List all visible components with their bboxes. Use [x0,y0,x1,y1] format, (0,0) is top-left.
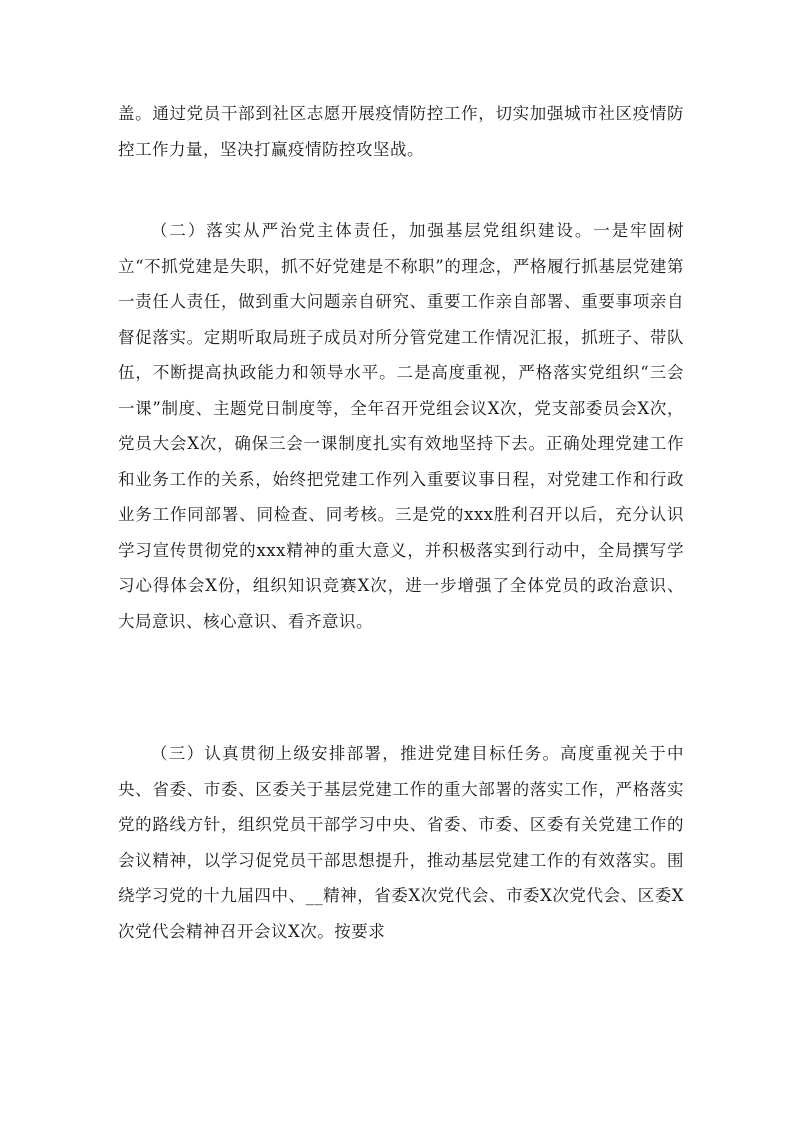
paragraph-section-three: （三）认真贯彻上级安排部署，推进党建目标任务。高度重视关于中央、省委、市委、区委关于基层党建工作的重大部署的落实工作，严格落实党的路线方针，组织党员干部学习中央、省委、市委、区委有关党建工作的会议精神，以学习促党员干部思想提升，推动基层党建工作的有效落实。围绕学习党的十九届四中、__精神，省委X次党代会、市委X次党代会、区委X次党代会精神召开会议X次。按要求 [118,744,684,941]
paragraph-continuation: 盖。通过党员干部到社区志愿开展疫情防控工作，切实加强城市社区疫情防控工作力量，坚决打赢疫情防控攻坚战。 [118,104,684,159]
paragraph-section-two: （二）落实从严治党主体责任，加强基层党组织建设。一是牢固树立“不抓党建是失职，抓不好党建是不称职”的理念，严格履行抓基层党建第一责任人责任，做到重大问题亲自研究、重要工作亲自部署、重要事项亲自督促落实。定期听取局班子成员对所分管党建工作情况汇报，抓班子、带队伍，不断提高执政能力和领导水平。二是高度重视，严格落实党组织“三会一课”制度、主题党日制度等，全年召开党组会议X次，党支部委员会X次，党员大会X次，确保三会一课制度扎实有效地坚持下去。正确处理党建工作和业务工作的关系，始终把党建工作列入重要议事日程，对党建工作和行政业务工作同部署、同检查、同考核。三是党的xxx胜利召开以后，充分认识学习宣传贯彻党的xxx精神的重大意义，并积极落实到行动中，全局撰写学习心得体会X份，组织知识竞赛X次，进一步增强了全体党员的政治意识、大局意识、核心意识、看齐意识。 [118,221,684,631]
